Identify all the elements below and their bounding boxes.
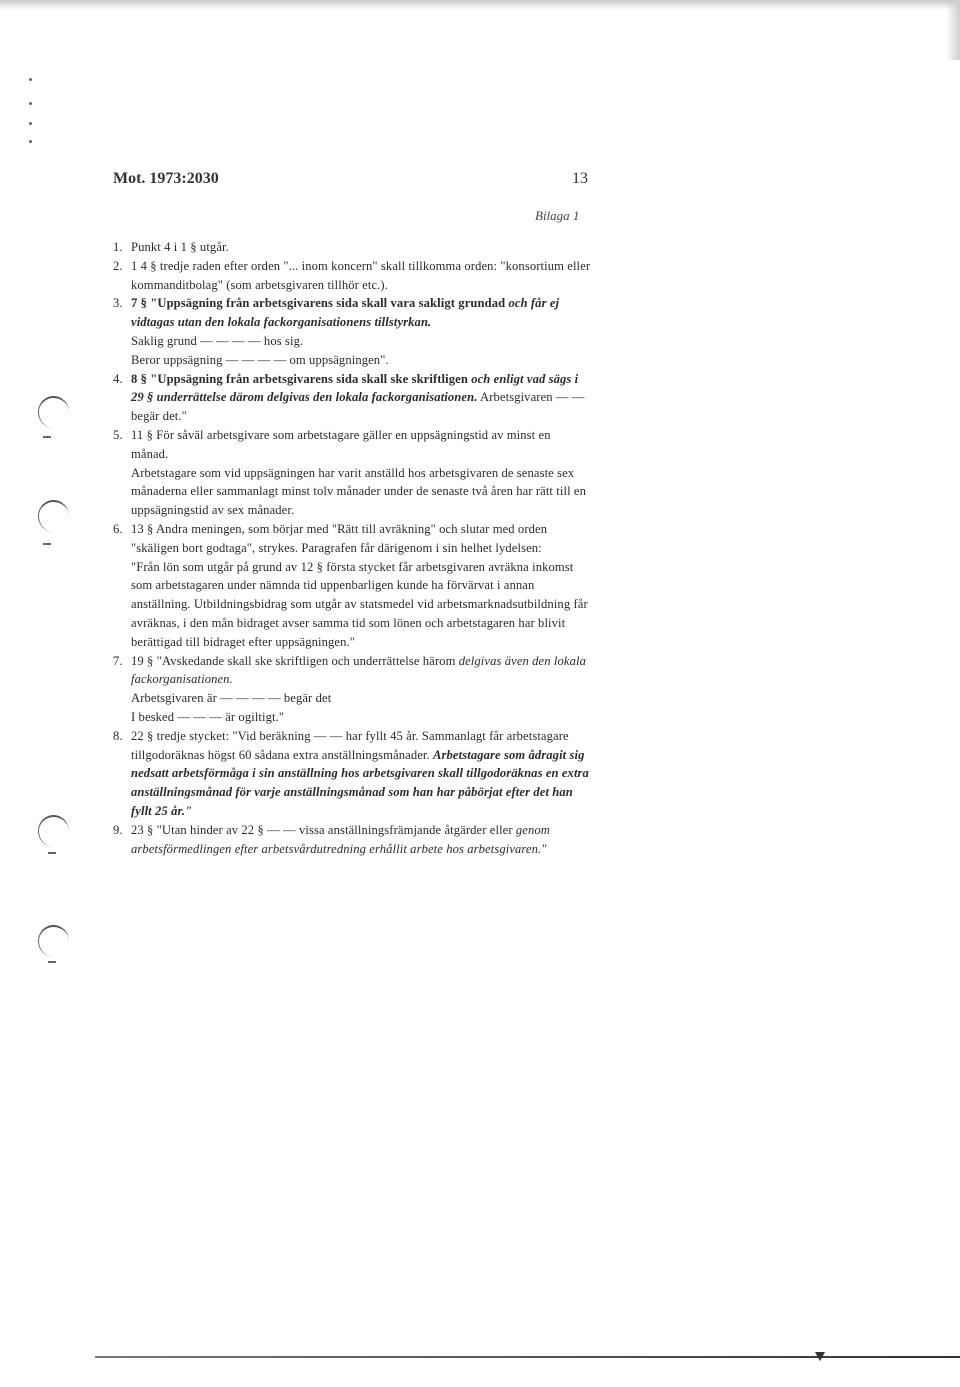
item-number: 3. [113, 296, 123, 311]
item-text: 23 § "Utan hinder av 22 § — — vissa anställningsfrämjande åtgärder eller [131, 822, 513, 837]
item-text: 1 4 § tredje raden efter orden "... inom koncern" skall tillkomma orden: "konsortium eller kommanditbolag" (som arbetsgivaren tillhör etc.). [131, 258, 591, 292]
item-text-line: I besked — — — är ogiltigt." [131, 709, 285, 724]
margin-mark [29, 78, 32, 81]
punch-hole-tick [48, 852, 56, 854]
punch-hole-tick [43, 436, 51, 438]
bottom-rule-mark [815, 1352, 825, 1361]
item-text-paragraph: "Från lön som utgår på grund av 12 § första stycket får arbetsgivaren avräkna inkomst som arbetstagaren under nämnda tid uppenbarligen kunde ha förvärvat i annan anställning. Utbildningsbidrag som utgår av statsmedel vid arbetsmarknadsutbildning får avräknas, i den mån bidraget avser samma tid som lönen och arbetstagaren har blivit berättigad till bidraget efter uppsägningen." [131, 559, 588, 649]
margin-mark [29, 122, 32, 125]
page-number: 13 [572, 170, 588, 187]
item-text: 8 § "Uppsägning från arbetsgivarens sida skall ske skriftligen [131, 371, 468, 386]
margin-mark [29, 140, 32, 143]
item-text: Arbetsgivaren — — begär det." [131, 390, 585, 424]
list-item-8 [113, 727, 591, 821]
item-text: 22 § tredje stycket: "Vid beräkning — — har fyllt 45 år. Sammanlagt får arbetstagare tillgodoräknas högst 60 sådana extra anställningsmånader. [131, 728, 569, 762]
amendment-list [113, 238, 591, 858]
item-text: 7 § "Uppsägning från arbetsgivarens sida skall vara sakligt grundad [131, 296, 506, 311]
item-text-line: Arbetsgivaren är — — — — begär det [131, 691, 332, 706]
list-item-1 [113, 238, 591, 257]
item-text-emphasis: och enligt vad sägs i 29 § underrättelse därom delgivas den lokala fackorganisationen. [131, 371, 579, 405]
item-text: Punkt 4 i 1 § utgår. [131, 240, 229, 254]
item-number: 2. [113, 258, 123, 273]
item-text-emphasis: genom arbetsförmedlingen efter arbetsvårdutredning erhållit arbete hos arbetsgivaren." [131, 822, 550, 856]
item-text: 13 § Andra meningen, som börjar med "Rätt till avräkning" och slutar med orden "skäligen bort godtaga", strykes. Paragrafen får därigenom i sin helhet lydelsen: [131, 521, 548, 555]
item-number: 5. [113, 427, 123, 442]
list-item-2 [113, 257, 591, 295]
list-item-6 [113, 520, 591, 652]
item-text-emphasis: och får ej vidtagas utan den lokala fackorganisationens tillstyrkan. [131, 296, 560, 330]
list-item-4 [113, 370, 591, 426]
list-item-5 [113, 426, 591, 520]
item-text-paragraph: Arbetstagare som vid uppsägningen har varit anställd hos arbetsgivaren de senaste sex månaderna eller sammanlagt minst tolv månader under de senaste två åren har rätt till en uppsägningstid av sex månader. [131, 465, 587, 518]
item-text-emphasis: delgivas även den lokala fackorganisationen. [131, 653, 586, 687]
punch-hole-mark [38, 925, 69, 957]
margin-mark [29, 102, 32, 105]
item-number: 8. [113, 728, 123, 743]
list-item-9 [113, 821, 591, 859]
scan-shadow-top [0, 0, 960, 10]
punch-hole-mark [38, 396, 69, 428]
document-reference: Mot. 1973:2030 [113, 170, 219, 187]
punch-hole-tick [43, 543, 51, 545]
bottom-rule [95, 1356, 960, 1358]
appendix-label: Bilaga 1 [535, 208, 580, 223]
scan-shadow-right [946, 0, 960, 60]
item-number: 4. [113, 371, 123, 386]
item-text: 11 § För såväl arbetsgivare som arbetstagare gäller en uppsägningstid av minst en månad. [131, 427, 551, 461]
punch-hole-tick [48, 961, 56, 963]
item-text-line: Saklig grund — — — — hos sig. [131, 333, 304, 348]
punch-hole-mark [38, 815, 69, 847]
punch-hole-mark [38, 500, 69, 532]
item-number: 1. [113, 240, 123, 254]
item-text: 19 § "Avskedande skall ske skriftligen och underrättelse härom [131, 653, 456, 668]
list-item-7 [113, 652, 591, 727]
item-text-line: Beror uppsägning — — — — om uppsägningen". [131, 352, 389, 367]
item-number: 6. [113, 521, 123, 536]
list-item-3 [113, 294, 591, 369]
item-number: 7. [113, 653, 123, 668]
item-text-emphasis: Arbetstagare som ådragit sig nedsatt arbetsförmåga i sin anställning hos arbetsgivaren skall tillgodoräknas en extra anställningsmånad för varje anställningsmånad som han har påbörjat efter det han fyllt 25 år." [131, 747, 589, 818]
item-number: 9. [113, 822, 123, 837]
